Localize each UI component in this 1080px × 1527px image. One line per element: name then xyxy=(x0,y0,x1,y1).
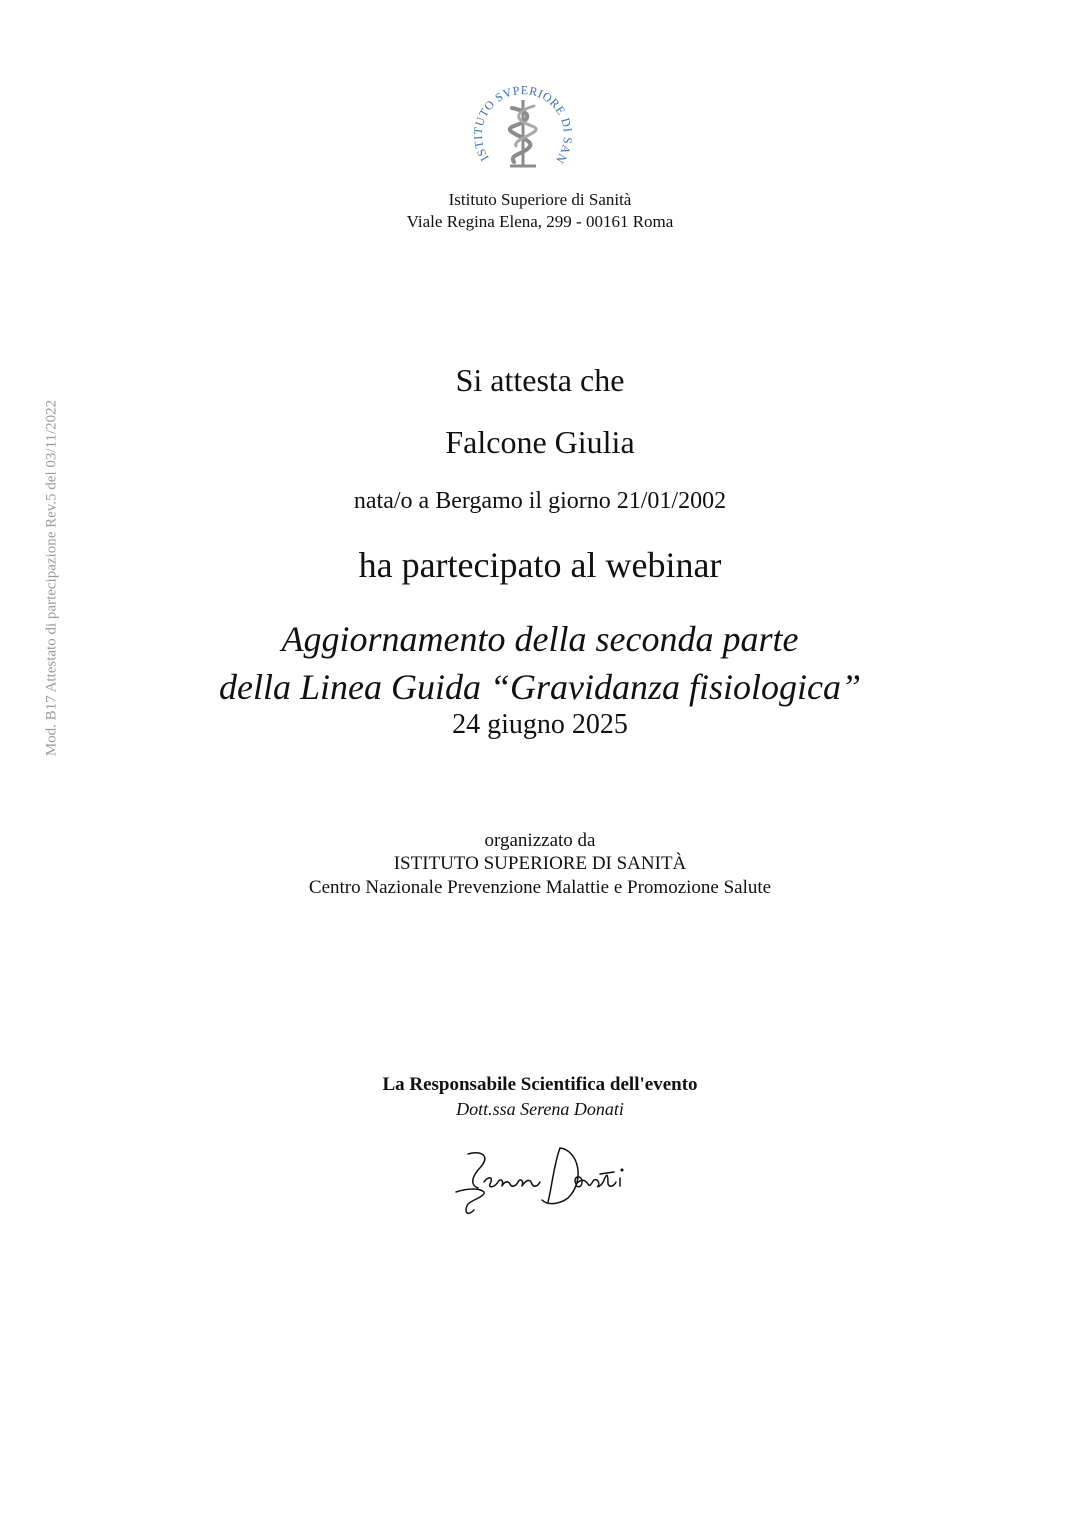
seal-text: ISTITUTO SVPERIORE DI SAN xyxy=(470,82,576,167)
document-revision-note: Mod. B17 Attestato di partecipazione Rev.5 del 03/11/2022 xyxy=(43,399,60,757)
webinar-title-line-1: Aggiornamento della seconda parte xyxy=(281,619,799,659)
institute-address: Viale Regina Elena, 299 - 00161 Roma xyxy=(406,212,674,231)
webinar-title-line-2: della Linea Guida “Gravidanza fisiologica” xyxy=(218,667,862,707)
handwritten-signature xyxy=(448,1140,638,1220)
iss-seal-logo xyxy=(468,76,578,186)
participant-name: Falcone Giulia xyxy=(445,424,635,460)
organizer-center: Centro Nazionale Prevenzione Malattie e Promozione Salute xyxy=(308,877,772,898)
responsible-role: La Responsabile Scientifica dell'evento xyxy=(382,1074,698,1095)
participation-statement: ha partecipato al webinar xyxy=(358,545,722,585)
webinar-date: 24 giugno 2025 xyxy=(452,709,628,740)
certificate-intro: Si attesta che xyxy=(455,362,625,398)
responsible-name: Dott.ssa Serena Donati xyxy=(456,1099,624,1119)
birth-info: nata/o a Bergamo il giorno 21/01/2002 xyxy=(353,488,727,514)
organizer-label: organizzato da xyxy=(484,830,596,851)
signature-icon xyxy=(448,1140,638,1220)
institute-name: Istituto Superiore di Sanità xyxy=(448,190,632,209)
iss-seal-icon xyxy=(468,76,578,186)
organizer-name: ISTITUTO SUPERIORE DI SANITÀ xyxy=(393,853,687,874)
